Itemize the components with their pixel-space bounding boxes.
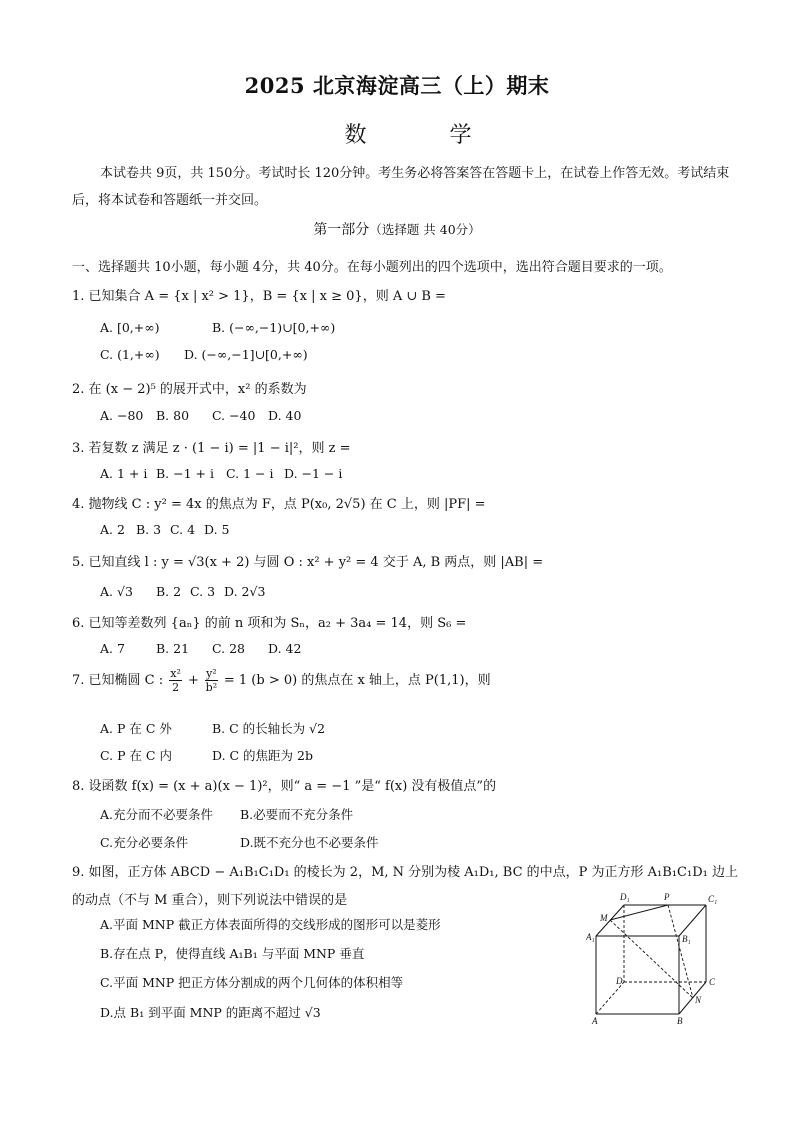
question-5-stem: 5. 已知直线 l : y = √3(x + 2) 与圆 O : x² + y² = 4 交于 A, B 两点，则 |AB| = [72,555,544,570]
label-d: D [616,976,623,986]
question-8-stem: 8. 设函数 f(x) = (x + a)(x − 1)²，则“ a = −1 ”是“ f(x) 没有极值点”的 [72,779,497,794]
question-6-option-c: C. 28 [212,641,245,656]
question-4-option-c: C. 4 [170,522,196,537]
question-5-option-b: B. 2 [156,584,182,599]
edge-c1-b1 [679,905,706,936]
question-8-option-c: C.充分必要条件 [100,835,189,850]
question-5-option-c: C. 3 [190,584,216,599]
subject-title: 数 学 [344,123,510,148]
edge-a-d-hidden [596,982,624,1014]
question-5-option-d: D. 2√3 [224,584,266,599]
question-3-option-d: D. −1 − i [284,466,343,481]
label-c1: C₁ [708,894,718,904]
label-a: A [592,1016,598,1026]
section-instruction: 一、选择题共 10小题，每小题 4分，共 40分。在每小题列出的四个选项中，选出符合题目要求的一项。 [72,260,672,275]
question-6-option-d: D. 42 [268,641,302,656]
question-6-option-a: A. 7 [100,641,125,656]
question-4-option-b: B. 3 [136,522,162,537]
question-3-option-b: B. −1 + i [156,466,214,481]
question-3-stem: 3. 若复数 z 满足 z · (1 − i) = |1 − i|²，则 z = [72,441,351,456]
question-1-option-c: C. (1,+∞) [100,347,160,362]
label-b: B [677,1016,683,1026]
cube-figure [586,890,726,1030]
part-title: 第一部分 [313,222,370,238]
segment-p-n [668,905,693,998]
question-8-option-d: D.既不充分也不必要条件 [240,835,379,850]
fraction-numerator: y² [206,667,217,680]
edge-b-c [679,982,706,1014]
question-1-option-d: D. (−∞,−1]∪[0,+∞) [184,347,308,362]
fraction-y2-over-b2 [205,667,218,694]
label-d1: D₁ [620,892,630,902]
question-4-option-d: D. 5 [204,522,230,537]
question-7-stem-start: 7. 已知椭圆 C : [72,673,164,688]
page-title: 2025 北京海淀高三（上）期末 [244,73,550,98]
label-b1: B₁ [682,934,691,944]
question-9-option-c: C.平面 MNP 把正方体分割成的两个几何体的体积相等 [100,975,404,990]
question-3-option-c: C. 1 − i [226,466,274,481]
question-2-stem: 2. 在 (x − 2)⁵ 的展开式中，x² 的系数为 [72,382,307,397]
segment-m-p [610,905,668,920]
question-9-option-d: D.点 B₁ 到平面 MNP 的距离不超过 √3 [100,1005,321,1020]
label-m: M [600,913,608,923]
question-2-option-b: B. 80 [156,408,190,423]
question-2-option-a: A. −80 [100,408,144,423]
question-1-stem: 1. 已知集合 A = {x | x² > 1}，B = {x | x ≥ 0}，则 A ∪ B = [72,289,446,304]
question-5-option-a: A. √3 [100,584,133,599]
exam-instructions: 本试卷共 9页，共 150分。考试时长 120分钟。考生务必将答案答在答题卡上，在试卷上作答无效。考试结束后，将本试卷和答题纸一并交回。 [72,166,730,208]
question-7-stem-end: = 1 (b > 0) 的焦点在 x 轴上，点 P(1,1)，则 [223,673,491,688]
question-7-option-c: C. P 在 C 内 [100,748,172,763]
fraction-x2-over-2 [169,667,182,694]
segment-m-n [610,920,693,998]
question-2-option-d: D. 40 [268,408,302,423]
question-8-option-b: B.必要而不充分条件 [240,807,354,822]
part-note: （选择题 共 40分） [369,222,481,237]
plus-sign: + [188,673,199,688]
question-7-option-a: A. P 在 C 外 [100,721,172,736]
fraction-denominator: b² [205,681,218,694]
question-9-stem-line2: 的动点（不与 M 重合），则下列说法中错误的是 [72,893,348,908]
question-7-option-d: D. C 的焦距为 2b [212,748,313,763]
fraction-numerator: x² [170,667,181,680]
part-heading [0,219,794,239]
question-4-stem: 4. 抛物线 C : y² = 4x 的焦点为 F，点 P(x₀, 2√5) 在 C 上，则 |PF| = [72,497,486,512]
fraction-denominator: 2 [172,681,180,694]
question-9-option-b: B.存在点 P，使得直线 A₁B₁ 与平面 MNP 垂直 [100,946,365,961]
question-6-option-b: B. 21 [156,641,190,656]
question-9-stem-line1: 9. 如图，正方体 ABCD − A₁B₁C₁D₁ 的棱长为 2，M, N 分别为棱 A₁D₁, BC 的中点，P 为正方形 A₁B₁C₁D₁ 边上 [72,865,738,880]
question-1-option-a: A. [0,+∞) [100,320,160,335]
question-7-option-b: B. C 的长轴长为 √2 [212,721,326,736]
question-1-option-b: B. (−∞,−1)∪[0,+∞) [212,320,336,335]
question-3-option-a: A. 1 + i [100,466,148,481]
question-8-option-a: A.充分而不必要条件 [100,807,214,822]
question-4-option-a: A. 2 [100,522,125,537]
label-a1: A₁ [586,932,595,942]
label-n: N [695,995,702,1005]
question-9-option-a: A.平面 MNP 截正方体表面所得的交线形成的图形可以是菱形 [100,917,441,932]
question-6-stem: 6. 已知等差数列 {aₙ} 的前 n 项和为 Sₙ，a₂ + 3a₄ = 14，则 S₆ = [72,616,467,631]
question-7-stem [72,666,491,696]
question-2-option-c: C. −40 [212,408,256,423]
label-c: C [709,977,716,987]
label-p: P [664,892,670,902]
